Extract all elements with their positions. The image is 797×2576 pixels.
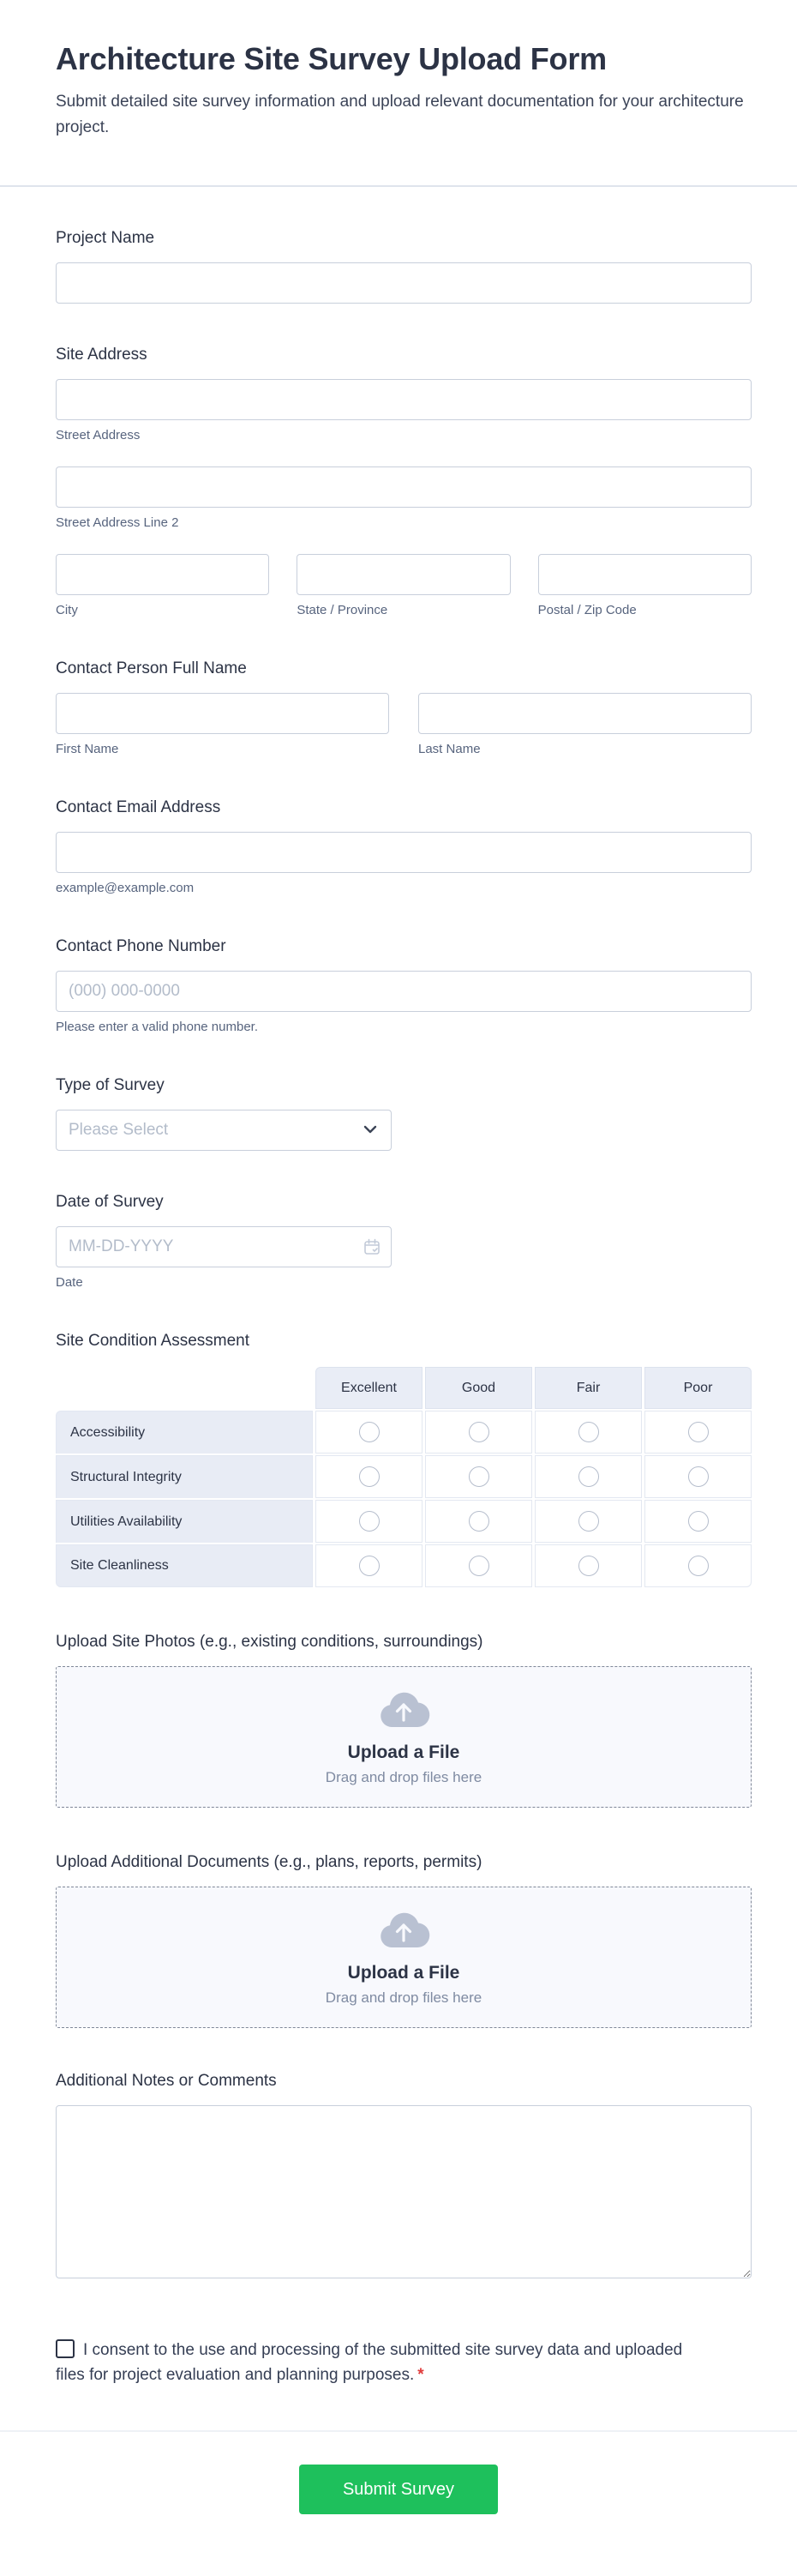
radio-structural-poor[interactable] [688, 1466, 709, 1487]
field-upload-docs [56, 1852, 752, 2028]
radio-cleanliness-fair[interactable] [578, 1556, 599, 1576]
email-sublabel: example@example.com [56, 881, 195, 895]
required-asterisk: * [417, 2366, 424, 2384]
notes-textarea[interactable] [56, 2105, 752, 2278]
postal-input[interactable] [538, 554, 752, 595]
email-input[interactable] [56, 832, 752, 873]
radio-utilities-poor[interactable] [688, 1511, 709, 1532]
upload-photos-label: Upload Site Photos (e.g., existing conditions, surroundings) [56, 1633, 483, 1651]
field-survey-type [56, 1075, 752, 1151]
matrix-cell [535, 1411, 642, 1454]
matrix-cell [644, 1455, 752, 1498]
consent-text: I consent to the use and processing of the submitted site survey data and uploaded files for project evaluation and planning purposes. [56, 2341, 683, 2384]
field-site-address [56, 345, 752, 617]
project-name-input[interactable] [56, 262, 752, 304]
radio-accessibility-fair[interactable] [578, 1422, 599, 1442]
radio-cleanliness-good[interactable] [469, 1556, 489, 1576]
form-footer [0, 2432, 797, 2559]
field-project-name [56, 228, 752, 304]
field-survey-date [56, 1192, 752, 1290]
field-contact-name [56, 659, 752, 756]
radio-utilities-excellent[interactable] [359, 1511, 380, 1532]
chevron-down-icon [363, 1125, 377, 1134]
city-input[interactable] [56, 554, 269, 595]
matrix-col-fair: Fair [535, 1367, 642, 1409]
survey-date-input[interactable] [56, 1226, 392, 1267]
radio-cleanliness-excellent[interactable] [359, 1556, 380, 1576]
phone-input[interactable] [56, 971, 752, 1012]
street-address-input[interactable] [56, 379, 752, 420]
field-notes [56, 2071, 752, 2283]
consent-row [56, 2338, 707, 2387]
matrix-cell [535, 1455, 642, 1498]
upload-docs-button-text: Upload a File [347, 1963, 460, 1983]
phone-sublabel: Please enter a valid phone number. [56, 1020, 258, 1034]
phone-label: Contact Phone Number [56, 937, 226, 955]
matrix-cell [425, 1411, 532, 1454]
radio-structural-excellent[interactable] [359, 1466, 380, 1487]
upload-cloud-icon [376, 1908, 431, 1951]
calendar-icon[interactable] [363, 1237, 381, 1256]
matrix-cell [535, 1544, 642, 1587]
upload-photos-dropzone[interactable] [56, 1666, 752, 1808]
postal-sublabel: Postal / Zip Code [537, 603, 637, 617]
header-divider [0, 185, 797, 187]
matrix-cell [644, 1500, 752, 1543]
matrix-cell [425, 1544, 532, 1587]
upload-cloud-icon [376, 1688, 431, 1730]
matrix-cell [315, 1411, 422, 1454]
upload-docs-label: Upload Additional Documents (e.g., plans, reports, permits) [56, 1853, 482, 1871]
form-subtitle: Submit detailed site survey information and upload relevant documentation for your architecture project. [56, 93, 744, 136]
matrix-cell [425, 1455, 532, 1498]
upload-photos-hint: Drag and drop files here [325, 1769, 482, 1785]
project-name-label: Project Name [56, 229, 155, 247]
form-title: Architecture Site Survey Upload Form [56, 41, 607, 76]
submit-button[interactable]: Submit Survey [299, 2465, 498, 2514]
matrix-cell [535, 1500, 642, 1543]
matrix-cell [644, 1411, 752, 1454]
matrix-col-excellent: Excellent [315, 1367, 422, 1409]
upload-docs-hint: Drag and drop files here [325, 1989, 482, 2006]
upload-photos-button-text: Upload a File [347, 1742, 460, 1762]
field-email [56, 797, 752, 895]
survey-type-placeholder: Please Select [69, 1121, 169, 1139]
first-name-input[interactable] [56, 693, 389, 734]
site-address-label: Site Address [56, 346, 147, 364]
radio-accessibility-poor[interactable] [688, 1422, 709, 1442]
state-input[interactable] [297, 554, 510, 595]
matrix-cell [425, 1500, 532, 1543]
radio-accessibility-good[interactable] [469, 1422, 489, 1442]
site-condition-label: Site Condition Assessment [56, 1332, 250, 1350]
survey-date-sublabel: Date [56, 1275, 83, 1290]
radio-structural-good[interactable] [469, 1466, 489, 1487]
radio-structural-fair[interactable] [578, 1466, 599, 1487]
matrix-row-site-cleanliness: Site Cleanliness [56, 1544, 313, 1587]
matrix-col-poor: Poor [644, 1367, 752, 1409]
survey-date-label: Date of Survey [56, 1193, 164, 1211]
field-site-condition [56, 1331, 752, 1587]
matrix-row-structural-integrity: Structural Integrity [56, 1455, 313, 1498]
survey-type-label: Type of Survey [56, 1076, 165, 1094]
upload-docs-dropzone[interactable] [56, 1887, 752, 2028]
site-condition-matrix [56, 1367, 752, 1587]
street-address2-input[interactable] [56, 466, 752, 508]
first-name-sublabel: First Name [56, 742, 119, 756]
matrix-row-utilities-availability: Utilities Availability [56, 1500, 313, 1543]
matrix-cell [315, 1500, 422, 1543]
matrix-corner-cell [56, 1367, 313, 1409]
city-sublabel: City [56, 603, 78, 617]
street-address-sublabel: Street Address [56, 428, 141, 442]
email-label: Contact Email Address [56, 798, 221, 816]
state-sublabel: State / Province [297, 603, 388, 617]
street-address2-sublabel: Street Address Line 2 [56, 515, 179, 530]
field-phone [56, 936, 752, 1034]
matrix-cell [644, 1544, 752, 1587]
matrix-col-good: Good [425, 1367, 532, 1409]
radio-cleanliness-poor[interactable] [688, 1556, 709, 1576]
radio-utilities-good[interactable] [469, 1511, 489, 1532]
matrix-cell [315, 1455, 422, 1498]
last-name-sublabel: Last Name [418, 742, 481, 756]
notes-label: Additional Notes or Comments [56, 2072, 277, 2090]
radio-accessibility-excellent[interactable] [359, 1422, 380, 1442]
last-name-input[interactable] [418, 693, 752, 734]
consent-checkbox[interactable] [56, 2339, 75, 2358]
contact-name-label: Contact Person Full Name [56, 659, 247, 677]
survey-type-select[interactable] [56, 1110, 392, 1151]
matrix-cell [315, 1544, 422, 1587]
field-upload-photos [56, 1632, 752, 1808]
radio-utilities-fair[interactable] [578, 1511, 599, 1532]
matrix-row-accessibility: Accessibility [56, 1411, 313, 1454]
form-header [0, 0, 797, 141]
